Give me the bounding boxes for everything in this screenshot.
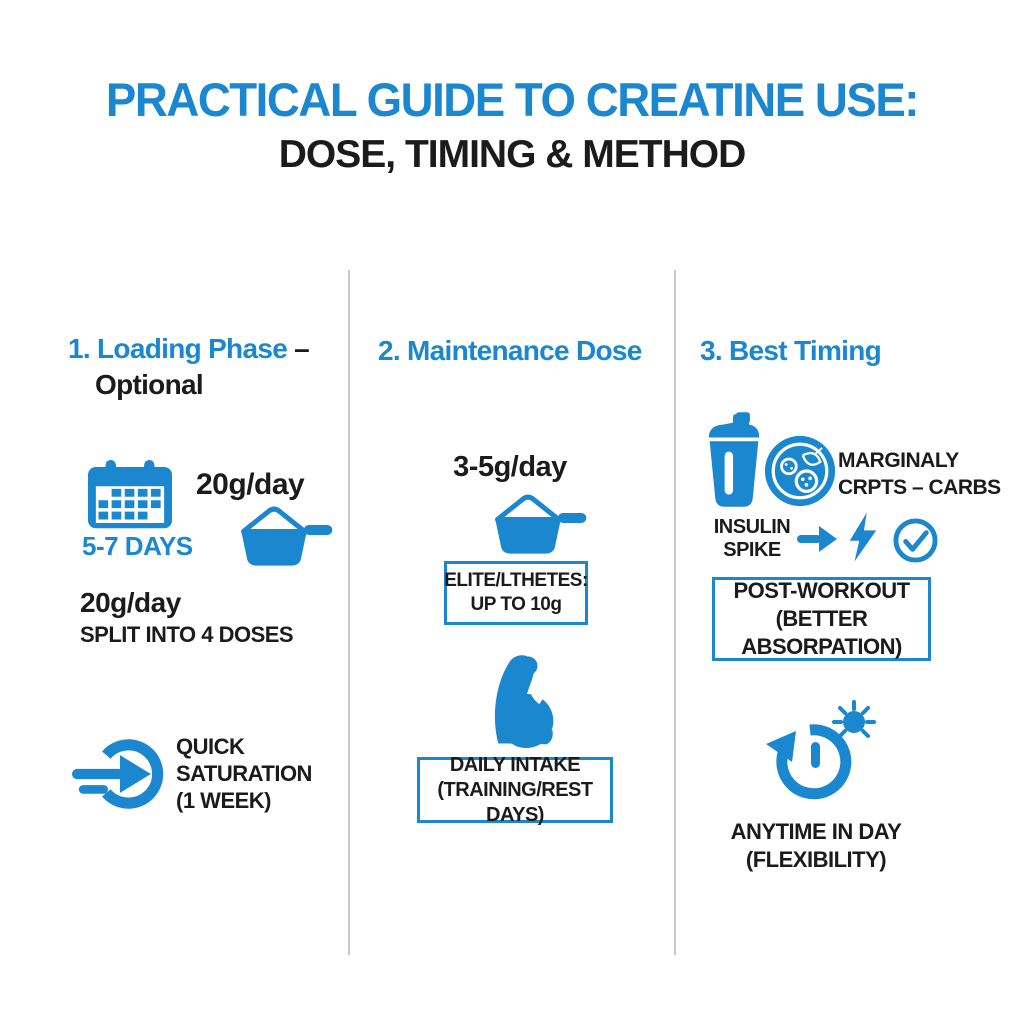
post-workout-line2: (BETTER ABSORPATION) [741,606,902,659]
scoop-icon [478,491,588,555]
scoop-icon [224,503,334,567]
elite-dose-box [444,561,588,625]
elite-dose-line1: ELITE/LTHETES: [444,570,588,591]
quick-saturation-line1: QUICK [176,734,245,759]
lightning-icon [846,511,880,563]
quick-saturation-icon [72,728,168,820]
carbs-line1: MARGINALY [838,449,959,472]
daily-intake-line2: (TRAINING/REST DAYS) [437,778,593,826]
elite-dose-line2: UP TO 10g [470,594,562,615]
split-dose-note [80,587,293,648]
calendar-icon [86,460,174,530]
column-divider-1 [348,270,350,955]
quick-saturation-note [176,733,312,814]
anytime-note [710,818,922,874]
shaker-bottle-icon [705,412,763,508]
loading-days-label: 5-7 DAYS [82,531,193,561]
loading-dose-label: 20g/day [196,468,305,501]
split-dose-value: 20g/day [80,587,181,618]
quick-saturation-line3: (1 WEEK) [176,788,271,813]
page-subtitle: DOSE, TIMING & METHOD [278,133,746,176]
maintenance-dose-label: 3-5g/day [453,451,567,483]
anytime-line2: (FLEXIBILITY) [745,847,887,872]
bicep-icon [474,650,558,748]
daily-intake-box [417,753,613,826]
column1-heading-line1 [68,331,309,367]
split-dose-text: SPLIT INTO 4 DOSES [80,622,294,647]
page-title: PRACTICAL GUIDE TO CREATINE USE: [105,73,919,126]
column3-heading: 3. Best Timing [700,335,882,366]
check-circle-icon [892,517,939,564]
column2-heading: 2. Maintenance Dose [378,335,642,366]
arrow-right-icon [797,524,837,554]
quick-saturation-line2: SATURATION [176,761,312,786]
daily-intake-line1: DAILY INTAKE [449,753,581,776]
carbs-line2: CRPTS – CARBS [838,476,1001,499]
insulin-line1: INSULIN [713,516,791,538]
anytime-line1: ANYTIME IN DAY [730,819,902,844]
insulin-line2: SPIKE [723,539,781,561]
column1-heading-main: 1. Loading Phase [68,333,288,364]
insulin-spike-label [708,516,796,562]
column1-heading-dash: – [287,333,310,364]
carbs-note [838,447,1001,501]
column-divider-2 [674,270,676,955]
column1-heading-sub: Optional [95,369,203,400]
column1-heading [68,331,309,403]
post-workout-line1: POST-WORKOUT [733,578,910,603]
post-workout-box [712,577,931,661]
meal-plate-icon [764,435,836,507]
clock-anytime-icon [762,700,876,804]
sun-icon [834,702,874,736]
